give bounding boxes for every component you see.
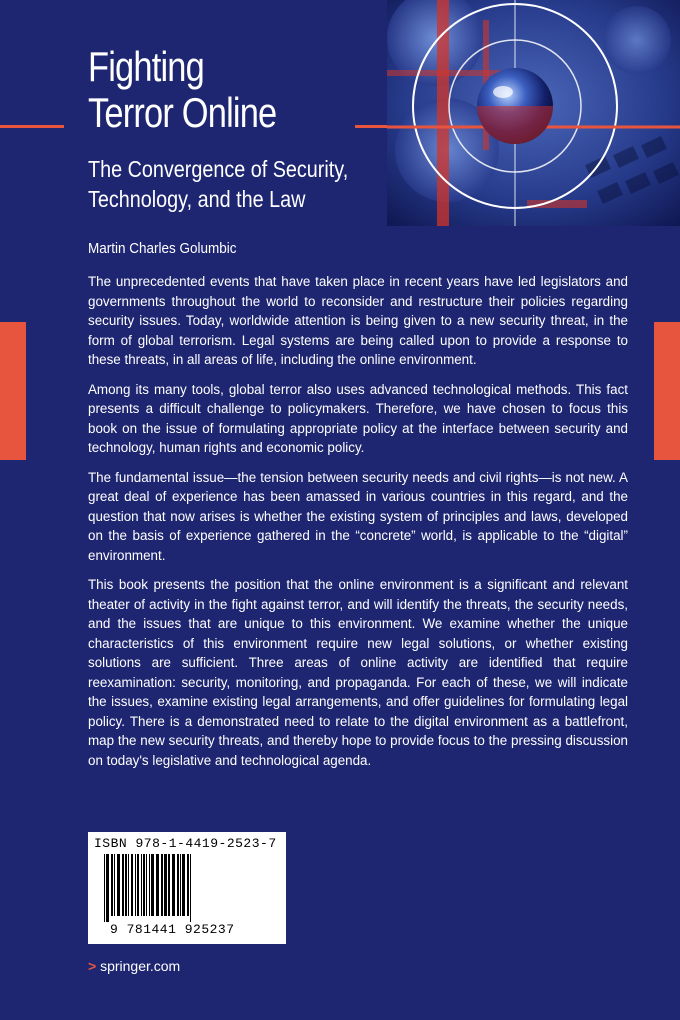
barcode-bar <box>111 854 113 916</box>
barcode-bar <box>190 854 191 922</box>
book-subtitle <box>88 154 398 214</box>
book-title <box>88 44 334 136</box>
blurb-paragraph-1: The unprecedented events that have taken place in recent years have led legislators and governments throughout the world to reconsider and restructure their policies regarding security issues. Today, worldwide attention is being given to a new security threat, in the form of global terrorism. Legal systems are being called upon to provide a response to these threats, in all areas of life, including the online environment. <box>88 274 628 367</box>
barcode-bar <box>180 854 181 916</box>
barcode-bar <box>122 854 124 916</box>
barcode-bar <box>114 854 115 916</box>
blurb-paragraph-2: Among its many tools, global terror also uses advanced technological methods. This fact presents a difficult challenge to policymakers. Therefore, we have chosen to focus this book on the issue of formulating appropriate policy at the interface between security and technology, human rights and economic policy. <box>88 381 628 455</box>
barcode-bar <box>125 854 127 916</box>
publisher-url: springer.com <box>100 958 181 974</box>
book-title-line-2: Terror Online <box>88 89 277 136</box>
book-subtitle-line-1: The Convergence of Security, <box>88 156 349 182</box>
barcode-bar <box>187 854 189 916</box>
barcode-bar <box>141 854 142 916</box>
publisher-arrow-icon: > <box>88 958 97 974</box>
cover-image-crosshair <box>387 0 680 226</box>
barcode-bar <box>137 854 139 916</box>
barcode-bar <box>177 854 179 916</box>
barcode-bar <box>156 854 159 916</box>
barcode-bar <box>104 854 105 922</box>
barcode-bar <box>146 854 147 916</box>
isbn-label: ISBN 978-1-4419-2523-7 <box>94 836 277 851</box>
blurb-paragraph-4: This book presents the position that the online environment is a significant and relevant theater of activity in the fight against terror, and will identify the threats, the security needs, and the issues that are unique to this environment. We examine whether the unique characteristics of this environment require new legal solutions, or whether existing solutions are sufficient. Three areas of online activity are identified that require reexamination: security, monitoring, and propaganda. For each of these, we will indicate the issues, examine existing legal arrangements, and offer guidelines for formulating legal policy. There is a demonstrated need to relate to the digital environment as a battlefront, map the new security threats, and thereby hope to provide focus to the pressing discussion on today's legislative and technological agenda. <box>88 577 628 768</box>
barcode-bar <box>151 854 154 916</box>
barcode-bar <box>106 854 109 922</box>
barcode-number: 9 781441 925237 <box>110 922 235 937</box>
barcode-bar <box>149 854 150 916</box>
barcode-bar <box>143 854 145 916</box>
barcode-bar <box>172 854 175 916</box>
blurb-text <box>88 272 628 780</box>
barcode-bar <box>131 854 133 916</box>
barcode-bar <box>117 854 120 916</box>
title-rule-left <box>0 125 64 128</box>
author-name: Martin Charles Golumbic <box>88 240 237 257</box>
barcode-bar <box>161 854 163 916</box>
barcode-bars <box>102 854 272 922</box>
barcode-bar <box>182 854 185 916</box>
crosshair-target-image <box>387 0 680 226</box>
left-accent-tab <box>0 322 26 460</box>
title-rule-right <box>355 125 387 128</box>
barcode-bar <box>168 854 170 916</box>
barcode-bar <box>135 854 136 916</box>
publisher-link[interactable] <box>88 958 180 974</box>
book-title-line-1: Fighting <box>88 43 204 90</box>
isbn-barcode <box>88 832 286 944</box>
barcode-bar <box>128 854 129 916</box>
right-accent-tab <box>654 322 680 460</box>
barcode-bar <box>164 854 167 916</box>
blurb-paragraph-3: The fundamental issue—the tension between security needs and civil rights—is not new. A great deal of experience has been amassed in various countries in this regard, and the question that now arises is whether the existing system of principles and laws, developed on the basis of experience gathered in the “concrete” world, is applicable to the “digital” environment. <box>88 469 628 563</box>
book-subtitle-line-2: Technology, and the Law <box>88 186 306 212</box>
